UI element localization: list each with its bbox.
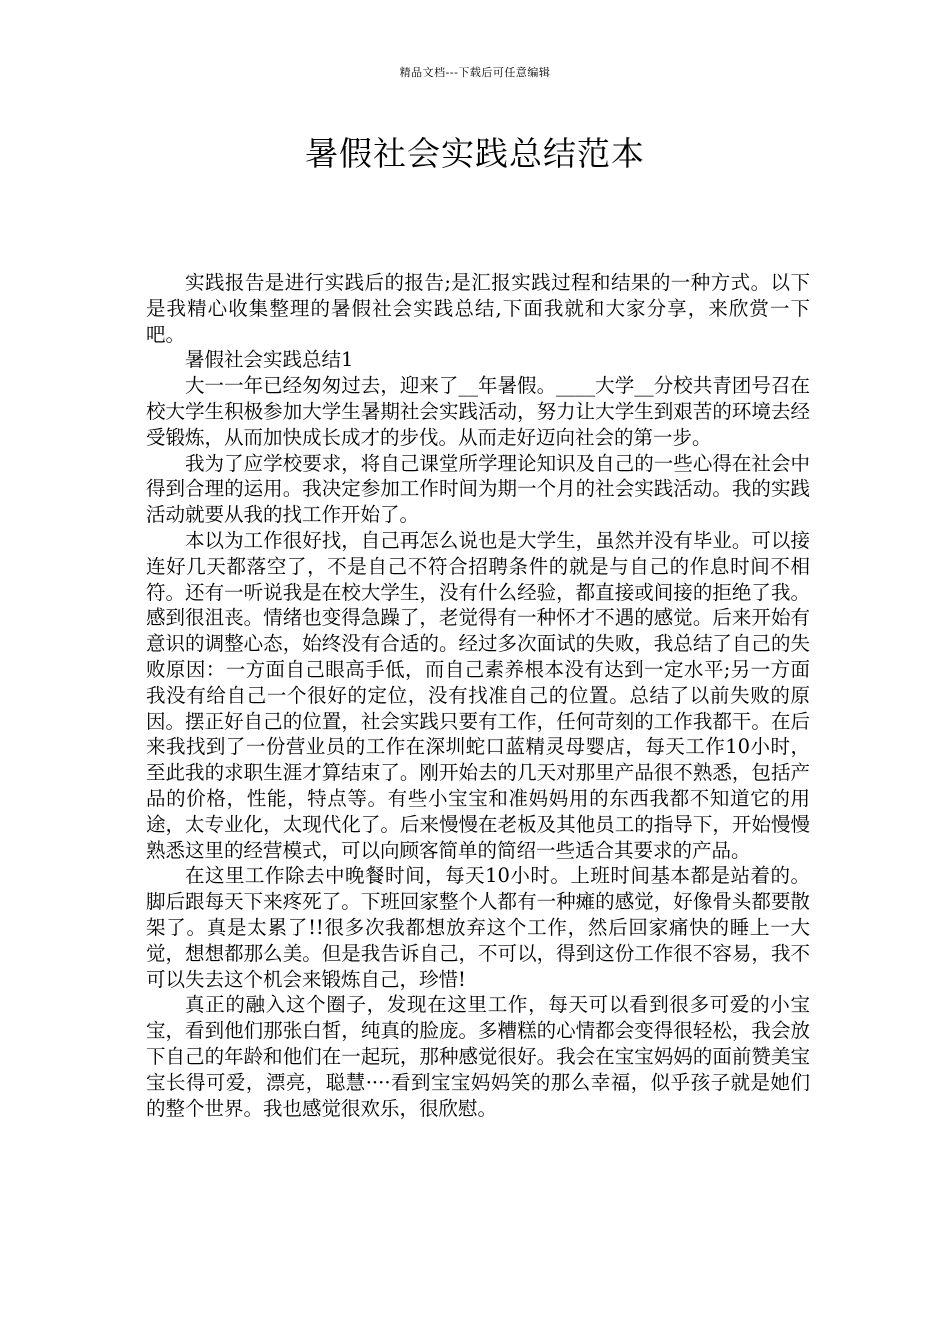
section-heading: 暑假社会实践总结1: [185, 348, 354, 372]
document-title: 暑假社会实践总结范本: [305, 134, 645, 173]
paragraph: 大一一年已经匆匆过去，迎来了__年暑假。____大学__分校共青团号召在校大学生积极参加大学生暑期社会实践活动，努力让大学生到艰苦的环境去经受锻炼，从而加快成长成才的步伐。从而走好迈向社会的第一步。: [146, 374, 810, 449]
paragraph: 真正的融入这个圈子，发现在这里工作，每天可以看到很多可爱的小宝宝，看到他们那张白皙，纯真的脸庞。多糟糕的心情都会变得很轻松，我会放下自己的年龄和他们在一起玩，那种感觉很好。我会在宝宝妈妈的面前赞美宝宝长得可爱，漂亮，聪慧····看到宝宝妈妈笑的那么幸福，似乎孩子就是她们的整个世界。我也感觉很欢乐，很欣慰。: [146, 993, 810, 1120]
paragraph: 在这里工作除去中晚餐时间，每天10小时。上班时间基本都是站着的。脚后跟每天下来疼死了。下班回家整个人都有一种瘫的感觉，好像骨头都要散架了。真是太累了!!很多次我都想放弃这个工作，然后回家痛快的睡上一大觉，想想都那么美。但是我告诉自己，不可以，得到这份工作很不容易，我不可以失去这个机会来锻炼自己，珍惜!: [146, 864, 810, 991]
header-note: 精品文档---下载后可任意编辑: [399, 66, 551, 79]
paragraph-intro: 实践报告是进行实践后的报告;是汇报实践过程和结果的一种方式。以下是我精心收集整理的暑假社会实践总结,下面我就和大家分享，来欣赏一下吧。: [146, 271, 810, 346]
paragraph: 本以为工作很好找，自己再怎么说也是大学生，虽然并没有毕业。可以接连好几天都落空了，不是自己不符合招聘条件的就是与自己的作息时间不相符。还有一听说我是在校大学生，没有什么经验，都直接或间接的拒绝了我。感到很沮丧。情绪也变得急躁了，老觉得有一种怀才不遇的感觉。后来开始有意识的调整心态，始终没有合适的。经过多次面试的失败，我总结了自己的失败原因：一方面自己眼高手低，而自己素养根本没有达到一定水平;另一方面我没有给自己一个很好的定位，没有找准自己的位置。总结了以前失败的原因。摆正好自己的位置，社会实践只要有工作，任何苛刻的工作我都干。在后来我找到了一份营业员的工作在深圳蛇口蓝精灵母婴店，每天工作10小时，至此我的求职生涯才算结束了。刚开始去的几天对那里产品很不熟悉，包括产品的价格，性能，特点等。有些小宝宝和准妈妈用的东西我都不知道它的用途，太专业化，太现代化了。后来慢慢在老板及其他员工的指导下，开始慢慢熟悉这里的经营模式，可以向顾客简单的简绍一些适合其要求的产品。: [146, 528, 810, 862]
document-body: [146, 270, 810, 1121]
paragraph: 我为了应学校要求，将自己课堂所学理论知识及自己的一些心得在社会中得到合理的运用。我决定参加工作时间为期一个月的社会实践活动。我的实践活动就要从我的找工作开始了。: [146, 451, 810, 527]
